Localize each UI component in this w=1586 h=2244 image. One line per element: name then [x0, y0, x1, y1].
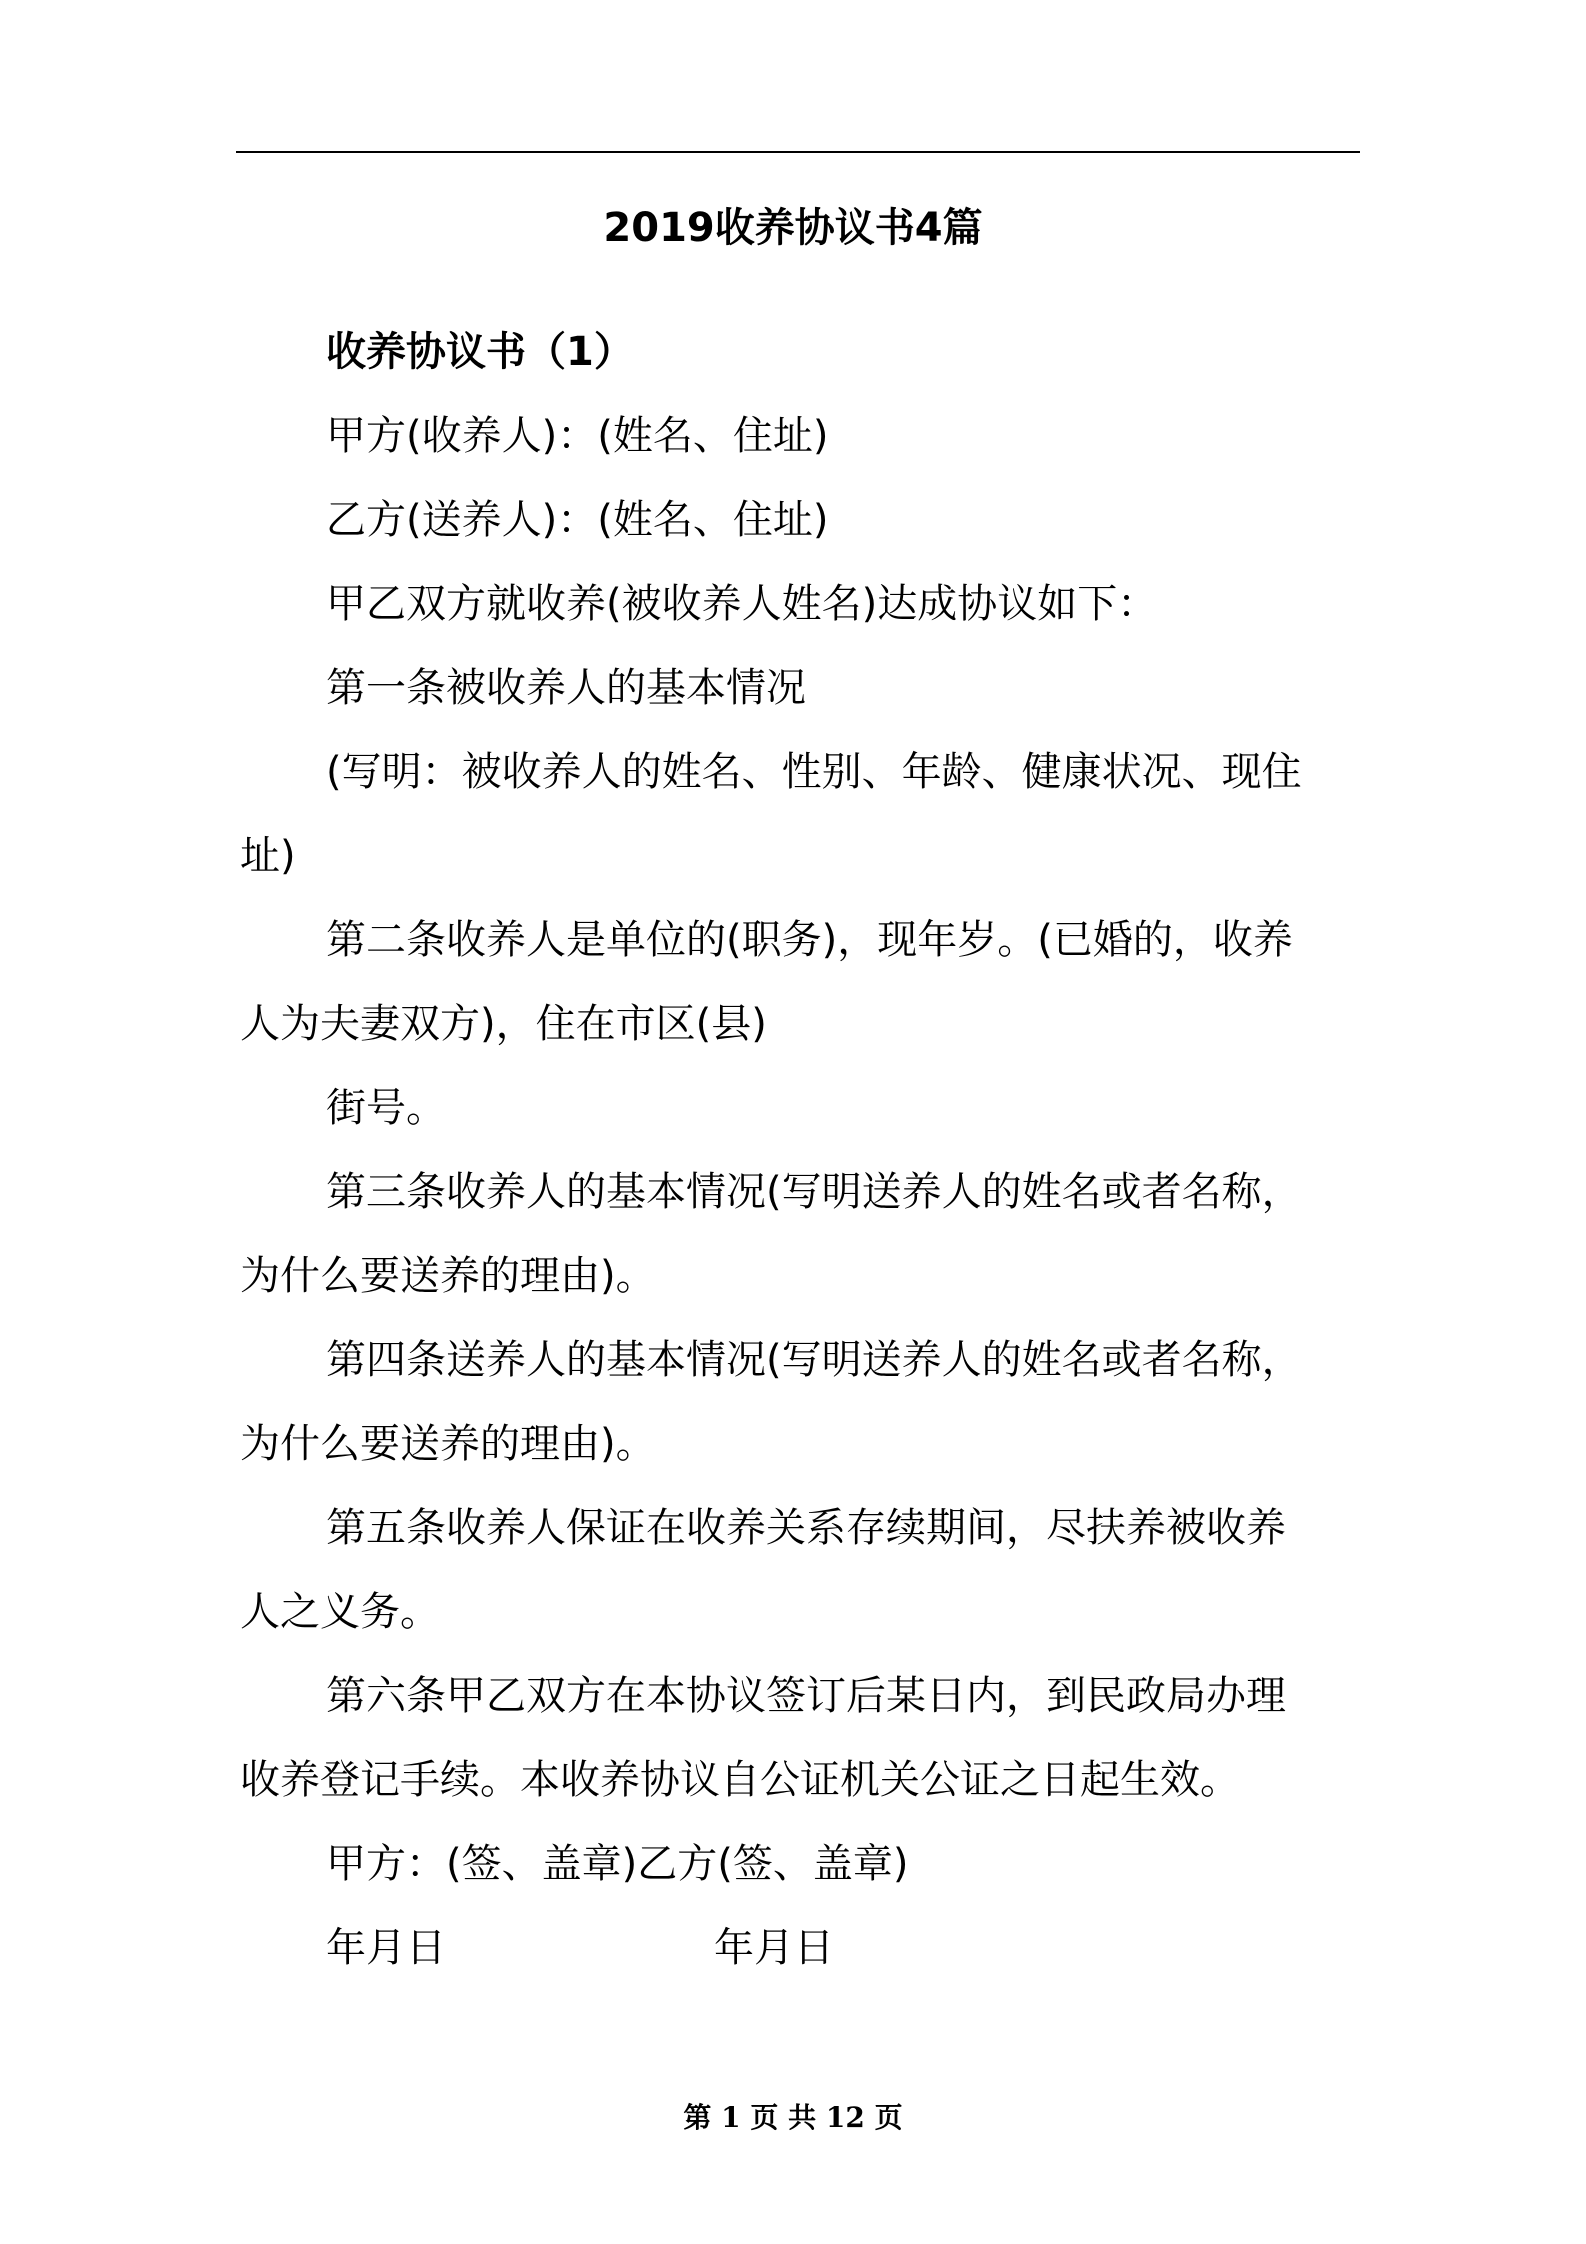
header-rule [236, 151, 1360, 153]
date-left: 年月日 [326, 1925, 446, 1971]
paragraph-line: 人为夫妻双方)，住在市区(县) [240, 1001, 767, 1047]
paragraph-line: 甲方(收养人)：(姓名、住址) [326, 413, 829, 459]
paragraph-line: 收养登记手续。本收养协议自公证机关公证之日起生效。 [240, 1757, 1240, 1803]
paragraph-line: 为什么要送养的理由)。 [240, 1253, 656, 1299]
paragraph-line: 乙方(送养人)：(姓名、住址) [326, 497, 829, 543]
paragraph-line: 人之义务。 [240, 1589, 440, 1635]
date-right: 年月日 [714, 1925, 834, 1971]
page-footer: 第 1 页 共 12 页 [683, 2101, 903, 2134]
document-title: 2019收养协议书4篇 [603, 205, 983, 251]
paragraph-line: 址) [240, 833, 296, 879]
paragraph-line: 第一条被收养人的基本情况 [326, 665, 806, 711]
section-title: 收养协议书（1） [326, 329, 634, 375]
paragraph-line: 为什么要送养的理由)。 [240, 1421, 656, 1467]
paragraph-line: 第二条收养人是单位的(职务)，现年岁。(已婚的，收养 [326, 917, 1293, 963]
paragraph-line: 街号。 [326, 1085, 446, 1131]
paragraph-line: (写明：被收养人的姓名、性别、年龄、健康状况、现住 [326, 749, 1302, 795]
paragraph-line: 第五条收养人保证在收养关系存续期间，尽扶养被收养 [326, 1505, 1286, 1551]
signature-line: 甲方：(签、盖章)乙方(签、盖章) [326, 1841, 909, 1887]
paragraph-line: 第六条甲乙双方在本协议签订后某日内，到民政局办理 [326, 1673, 1286, 1719]
paragraph-line: 甲乙双方就收养(被收养人姓名)达成协议如下： [326, 581, 1158, 627]
paragraph-line: 第四条送养人的基本情况(写明送养人的姓名或者名称， [326, 1337, 1302, 1383]
paragraph-line: 第三条收养人的基本情况(写明送养人的姓名或者名称， [326, 1169, 1302, 1215]
